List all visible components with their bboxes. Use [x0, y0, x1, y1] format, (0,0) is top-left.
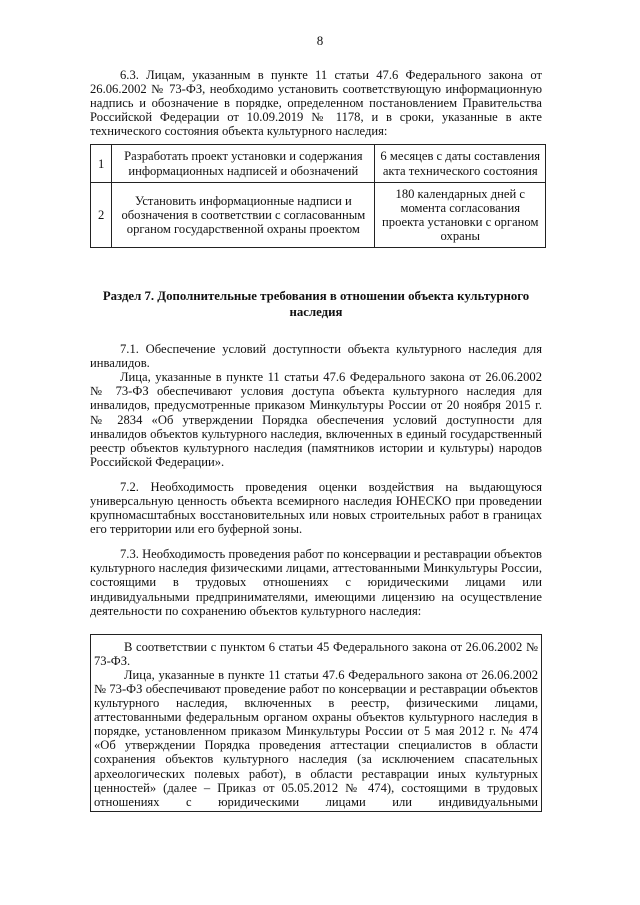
paragraph-7-1-detail: Лица, указанные в пункте 11 статьи 47.6 Федерального закона от 26.06.2002 № 73-ФЗ обеспечивают условия доступа объекта культурного наследия для инвалидов, предусмотренные приказом Минкультуры России от 20 ноября 2015 г. № 2834 «Об утверждении Порядка обеспечения условий доступности для инвалидов объектов культурного наследия, включенных в единый государственный реестр объектов культурного наследия (памятников истории и культуры) народов Российской Федерации». — [90, 370, 542, 469]
document-body — [90, 68, 542, 812]
paragraph-7-3: 7.3. Необходимость проведения работ по консервации и реставрации объектов культурного наследия физическими лицами, аттестованными Минкультуры России, состоящими в трудовых отношениях с юридическими лицами или индивидуальными предпринимателями, имеющими лицензию на осуществление деятельности по сохранению объектов культурного наследия: — [90, 547, 542, 618]
table-cell-task: Разработать проект установки и содержания информационных надписей и обозначений — [112, 145, 375, 182]
table-cell-number: 1 — [91, 145, 112, 182]
table-cell-deadline: 6 месяцев с даты составления акта технического состояния — [375, 145, 546, 182]
boxed-note — [90, 634, 542, 812]
page-number: 8 — [316, 33, 324, 48]
section-title: Раздел 7. Дополнительные требования в отношении объекта культурного наследия — [102, 289, 530, 320]
paragraph-6-3: 6.3. Лицам, указанным в пункте 11 статьи 47.6 Федерального закона от 26.06.2002 № 73-ФЗ, необходимо установить соответствующую информационную надпись и обозначение в порядке, определенном постановлением Правительства Российской Федерации от 10.09.2019 № 1178, и в сроки, указанные в акте технического состояния объекта культурного наследия: — [90, 68, 542, 139]
table-cell-deadline: 180 календарных дней с момента согласования проекта установки с органом охраны — [375, 182, 546, 247]
table-row — [91, 182, 546, 247]
table-row — [91, 145, 546, 182]
paragraph-7-1: 7.1. Обеспечение условий доступности объекта культурного наследия для инвалидов. — [90, 342, 542, 371]
table-cell-number: 2 — [91, 182, 112, 247]
table-cell-task: Установить информационные надписи и обозначения в соответствии с согласованным органом государственной охраны проектом — [112, 182, 375, 247]
paragraph-7-2: 7.2. Необходимость проведения оценки воздействия на выдающуюся универсальную ценность объекта всемирного наследия ЮНЕСКО при проведении крупномасштабных восстановительных или новых строительных работ в границах его территории или его буферной зоны. — [90, 479, 542, 537]
box-paragraph-2: Лица, указанные в пункте 11 статьи 47.6 Федерального закона от 26.06.2002 № 73-ФЗ обеспечивают проведение работ по консервации и реставрации объектов культурного наследия, включенных в реестр, физическими лицами, аттестованными федеральным органом охраны объектов культурного наследия в порядке, установленном приказом Минкультуры России от 5 мая 2012 г. № 474 «Об утверждении Порядка проведения аттестации специалистов в области сохранения объектов культурного наследия (за исключением спасательных археологических полевых работ), в области реставрации иных культурных ценностей» (далее – Приказ от 05.05.2012 № 474), состоящими в трудовых отношениях с юридическими лицами или индивидуальными — [94, 667, 538, 809]
box-paragraph-1: В соответствии с пунктом 6 статьи 45 Федерального закона от 26.06.2002 № 73-ФЗ. — [94, 639, 538, 668]
requirements-table — [90, 144, 546, 248]
